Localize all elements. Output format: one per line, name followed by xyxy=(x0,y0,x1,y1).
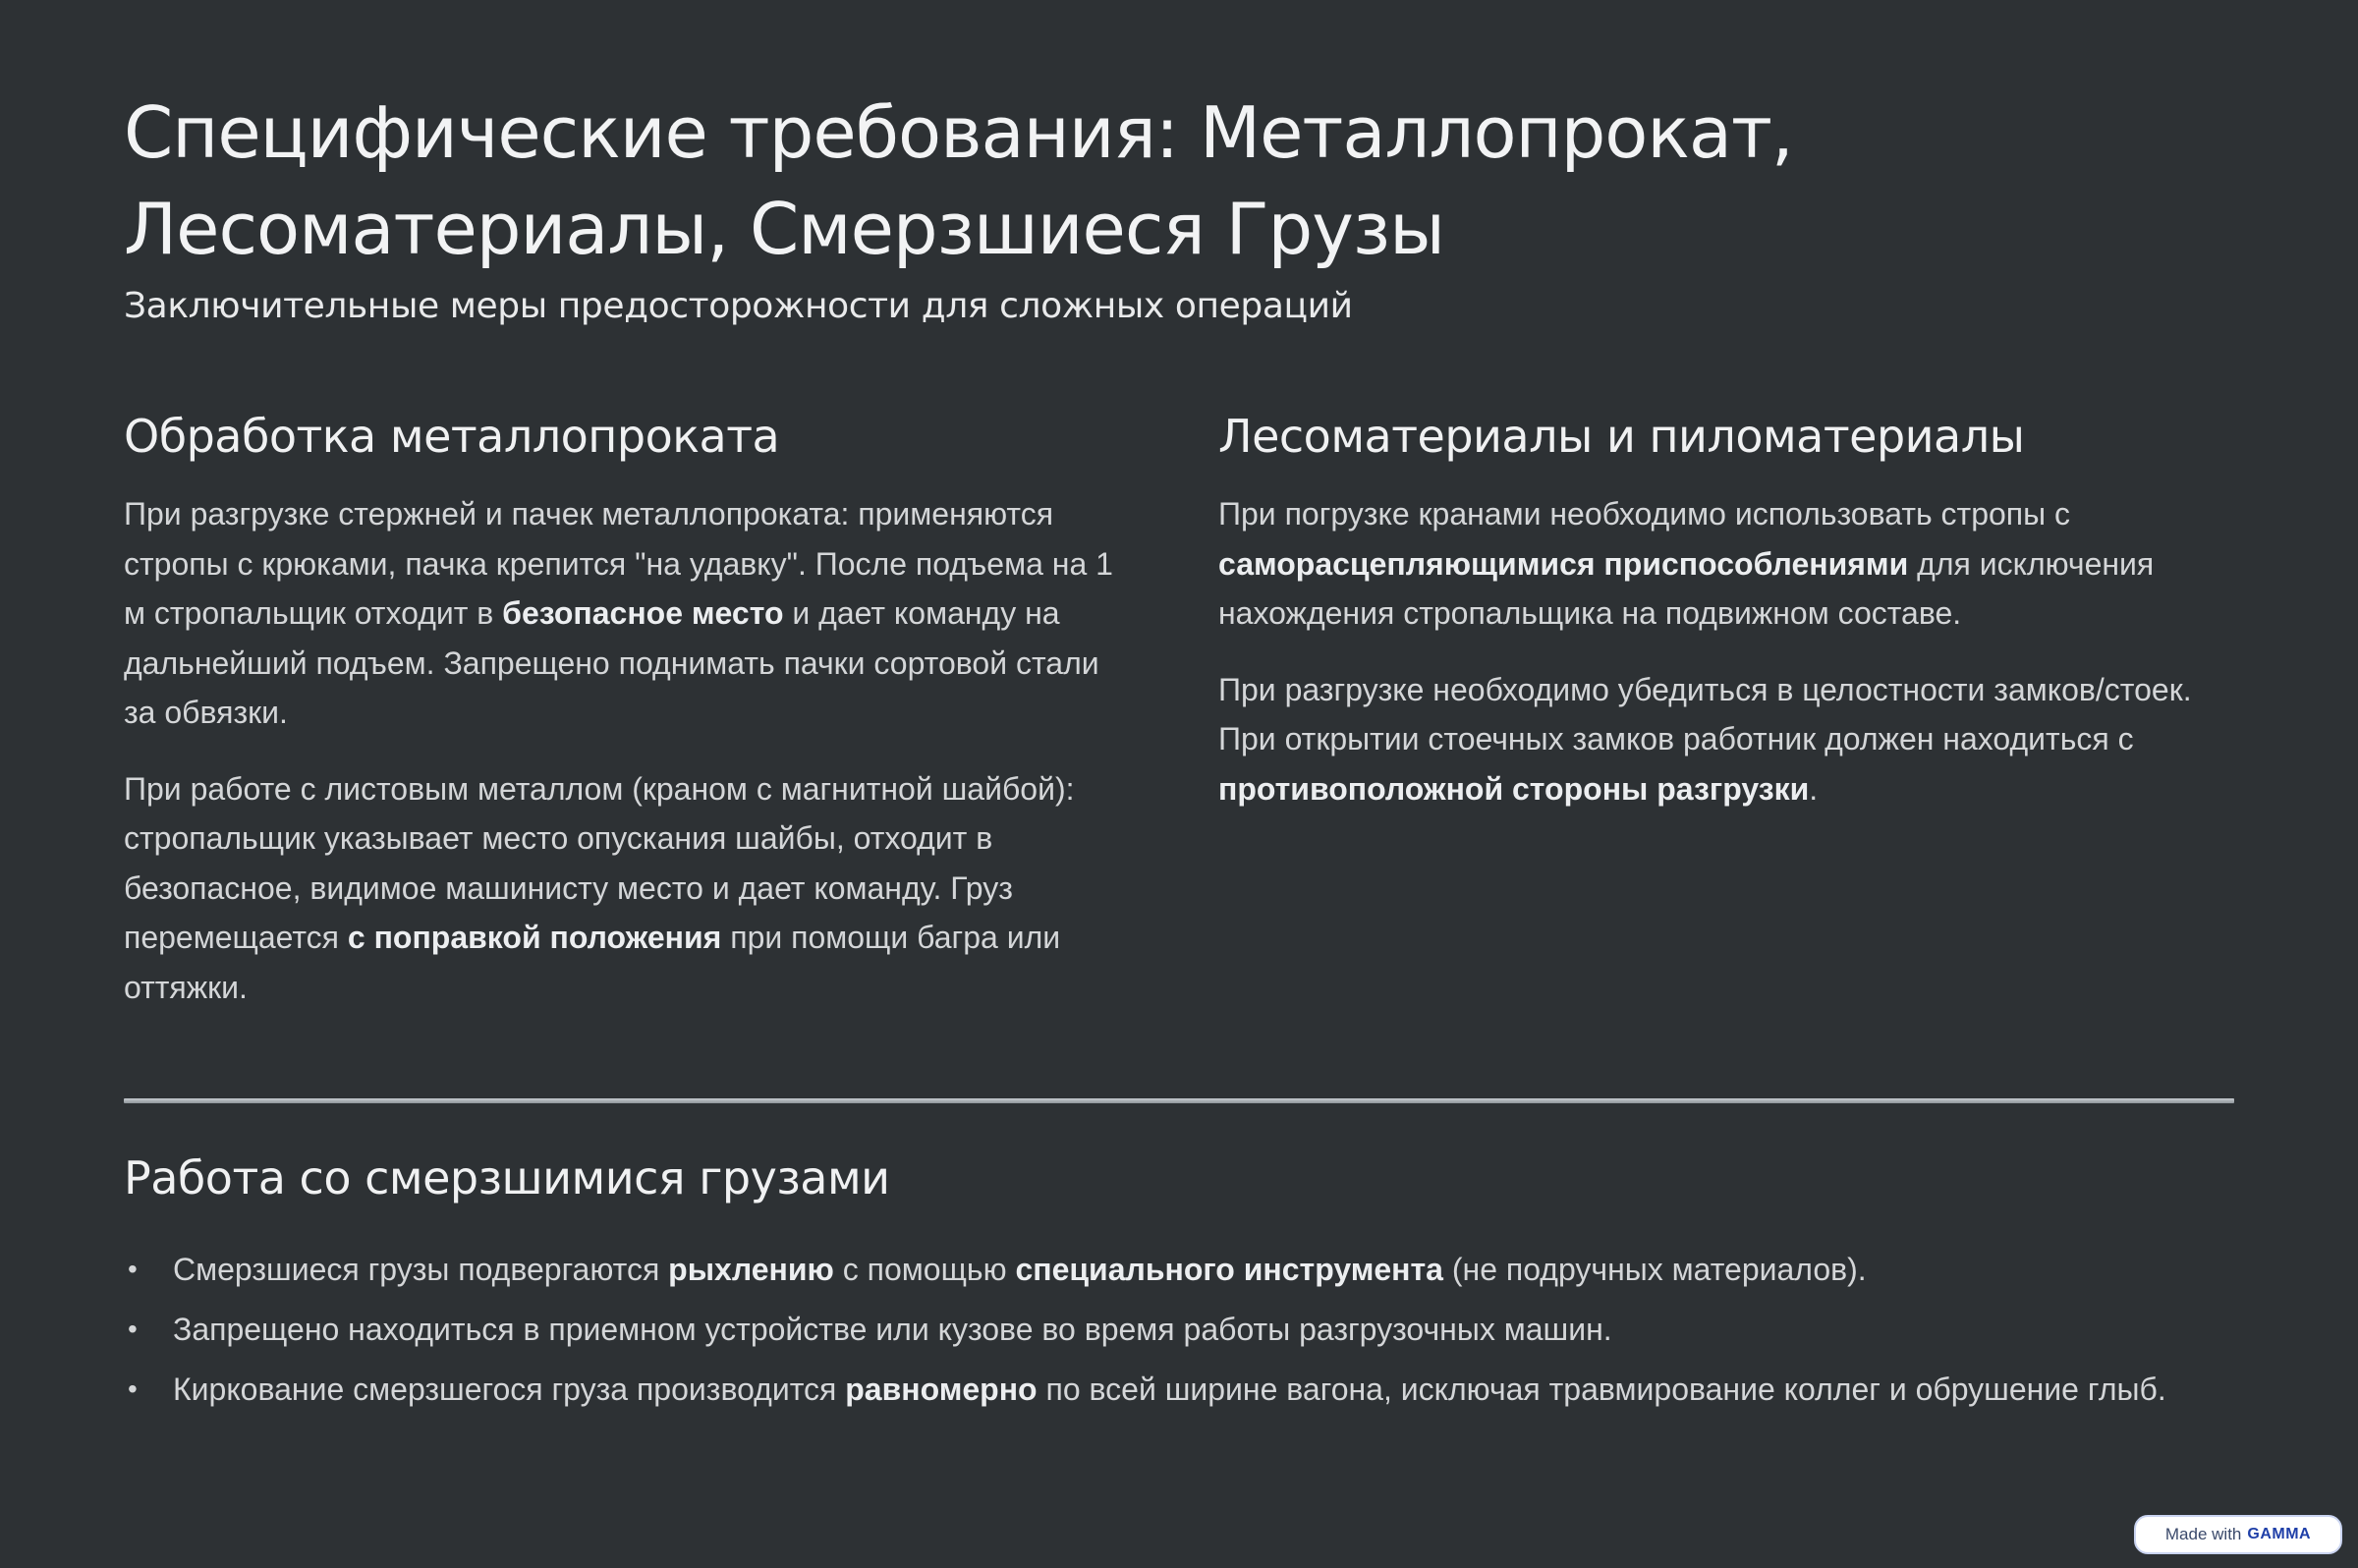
bold-text: противоположной стороны разгрузки xyxy=(1218,770,1810,807)
timber-heading: Лесоматериалы и пиломатериалы xyxy=(1218,410,2025,463)
text-run: . xyxy=(1809,770,1819,807)
frozen-cargo-section xyxy=(124,1148,2234,1414)
bold-text: саморасцепляющимися приспособлениями xyxy=(1218,545,1909,582)
text-run: и дает команду на дальнейший подъем. Запрещено поднимать пачки сортовой стали за обвязки. xyxy=(124,595,1099,730)
made-with-gamma-badge[interactable] xyxy=(2134,1515,2342,1554)
slide xyxy=(124,84,2234,1425)
page-title: Специфические требования: Металлопрокат, Лесоматериалы, Смерзшиеся Грузы xyxy=(124,91,1793,270)
bold-text: рыхлению xyxy=(668,1252,834,1287)
text-run: с помощью xyxy=(833,1252,1016,1287)
timber-paragraph-2 xyxy=(1218,665,2211,814)
text-run: При разгрузке необходимо убедиться в целостности замков/стоек. При открытии стоечных замков работник должен находиться с xyxy=(1218,671,2192,756)
made-with-label: Made with xyxy=(2164,1525,2242,1543)
section-divider xyxy=(124,1098,2234,1103)
text-run: по всей ширине вагона, исключая травмирование коллег и обрушение глыб. xyxy=(1037,1372,2166,1407)
bold-text: с поправкой положения xyxy=(347,920,722,955)
bullet-icon: • xyxy=(128,1314,138,1344)
text-run: При разгрузке стержней и пачек металлопроката: применяются стропы с крюками, пачка крепится "на удавку". После подъема на 1 м стропальщик отходит в xyxy=(124,496,1113,631)
list-item xyxy=(124,1245,2234,1294)
metal-heading: Обработка металлопроката xyxy=(124,410,780,463)
metal-paragraph-1 xyxy=(124,489,1120,738)
page-subtitle: Заключительные меры предосторожности для сложных операций xyxy=(124,286,1353,326)
bullet-icon: • xyxy=(128,1373,138,1404)
two-column-section xyxy=(124,407,2234,1012)
metal-paragraph-2 xyxy=(124,764,1120,1013)
text-run: (не подручных материалов). xyxy=(1442,1252,1867,1287)
text-run: Запрещено находиться в приемном устройстве или кузове во время работы разгрузочных машин. xyxy=(173,1312,1612,1347)
bold-text: равномерно xyxy=(845,1372,1038,1407)
frozen-bullet-list xyxy=(124,1245,2234,1414)
text-run: При работе с листовым металлом (краном с магнитной шайбой): стропальщик указывает место опускания шайбы, отходит в безопасное, видимое машинисту место и дает команду. Груз перемещается xyxy=(124,770,1075,955)
list-item xyxy=(124,1305,2234,1354)
bold-text: безопасное место xyxy=(502,595,784,631)
metal-column xyxy=(124,407,1120,1012)
text-run: при помощи багра или оттяжки. xyxy=(124,920,1061,1005)
frozen-heading: Работа со смерзшимися грузами xyxy=(124,1151,890,1204)
text-run: для исключения нахождения стропальщика на подвижном составе. xyxy=(1218,545,2155,631)
timber-column xyxy=(1218,407,2211,1012)
text-run: Смерзшиеся грузы подвергаются xyxy=(173,1252,669,1287)
gamma-logo: GAMMA xyxy=(2247,1526,2312,1542)
list-item xyxy=(124,1365,2234,1414)
text-run: Киркование смерзшегося груза производится xyxy=(173,1372,846,1407)
text-run: При погрузке кранами необходимо использовать стропы с xyxy=(1218,496,2071,532)
timber-paragraph-1 xyxy=(1218,489,2211,639)
bullet-icon: • xyxy=(128,1254,138,1284)
bold-text: специального инструмента xyxy=(1015,1252,1443,1287)
